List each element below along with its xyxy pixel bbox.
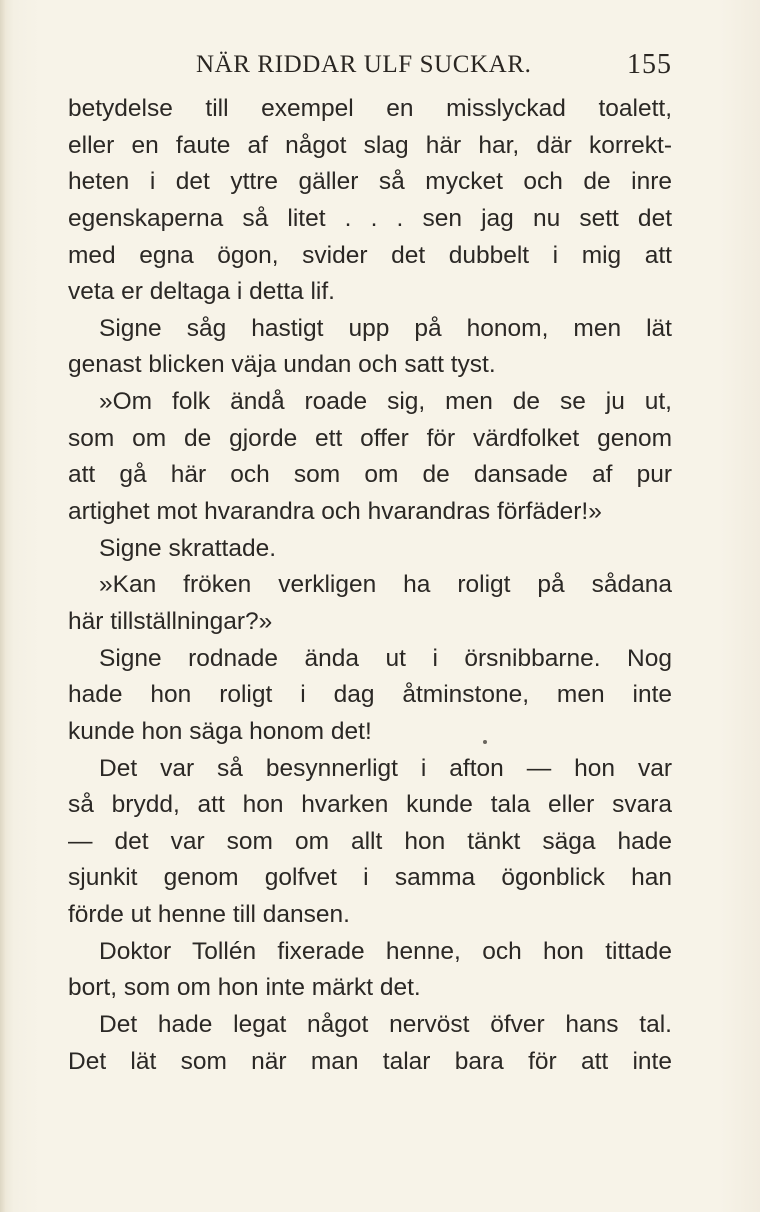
ink-speck [483,740,487,744]
text-line: Det var så besynnerligt i afton — hon var [99,754,672,782]
text-line: egenskaperna så litet . . . sen jag nu sett det [68,204,672,232]
page-number: 155 [627,49,672,80]
text-line: Signe såg hastigt upp på honom, men lät [99,314,672,342]
text-line: »Om folk ändå roade sig, men de se ju ut, [99,388,672,416]
text-line: »Kan fröken verkligen ha roligt på sådana [99,571,672,599]
text-line: genast blicken väja undan och satt tyst. [68,351,496,379]
page-gutter-edge [0,0,6,1212]
body-text [68,91,672,1080]
text-line: — det var som om allt hon tänkt säga hade [68,827,672,855]
text-line: att gå här och som om de dansade af pur [68,461,672,489]
text-line: betydelse till exempel en misslyckad toalett, [68,95,672,122]
text-line: Signe skrattade. [99,534,277,562]
text-line: artighet mot hvarandra och hvarandras förfäder!» [68,498,602,526]
text-line: sjunkit genom golfvet i samma ögonblick han [68,864,672,892]
text-line: så brydd, att hon hvarken kunde tala eller svara [68,791,672,819]
text-line: som om de gjorde ett offer för värdfolket genom [68,424,672,452]
text-line: heten i det yttre gäller så mycket och de inre [68,168,672,196]
text-line: Signe rodnade ända ut i örsnibbarne. Nog [99,644,672,672]
text-line: eller en faute af något slag här har, där korrekt- [68,131,672,159]
page-header [68,48,672,82]
text-line: Det hade legat något nervöst öfver hans tal. [99,1011,672,1039]
text-line: med egna ögon, svider det dubbelt i mig att [68,241,672,269]
text-line: Doktor Tollén fixerade henne, och hon tittade [99,937,672,965]
text-line: här tillställningar?» [68,607,273,635]
text-line: bort, som om hon inte märkt det. [68,974,421,1002]
text-line: veta er deltaga i detta lif. [68,278,335,306]
text-line: hade hon roligt i dag åtminstone, men inte [68,681,672,709]
text-line: kunde hon säga honom det! [68,717,372,745]
text-line: förde ut henne till dansen. [68,901,350,929]
running-title: NÄR RIDDAR ULF SUCKAR. [196,51,532,78]
text-line: Det lät som när man talar bara för att inte [68,1047,672,1075]
